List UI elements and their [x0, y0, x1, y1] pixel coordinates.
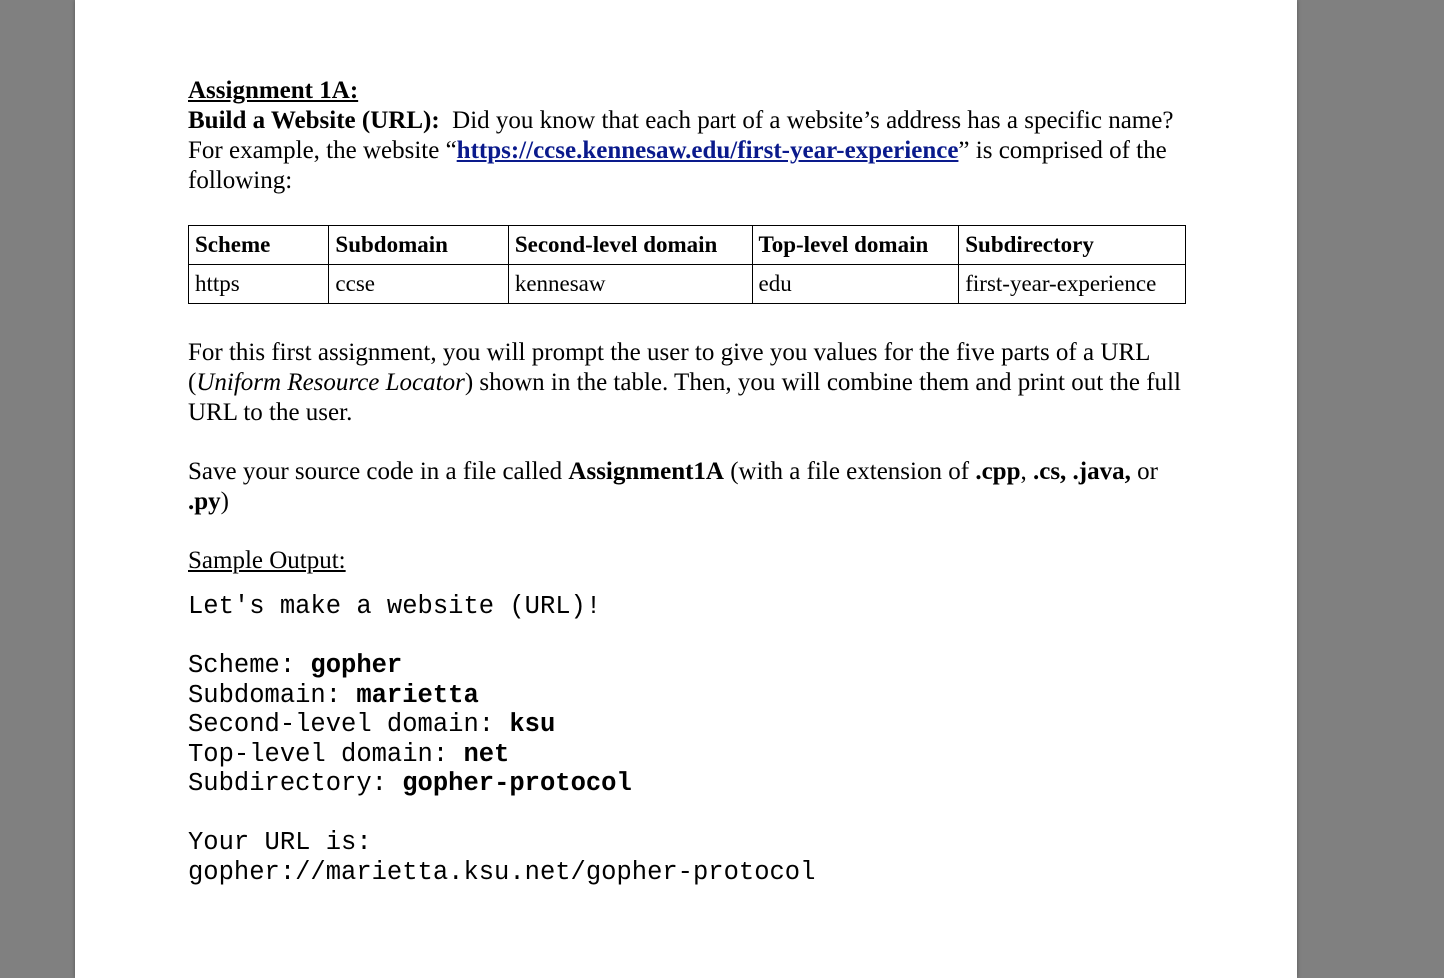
save-paragraph — [188, 457, 1188, 517]
save-ext-cpp: .cpp — [975, 458, 1021, 485]
table-header-cell: Top-level domain — [752, 226, 959, 265]
console-blank-line — [188, 622, 1188, 652]
console-line — [188, 651, 1188, 681]
console-input-value: ksu — [509, 710, 556, 739]
assignment-paragraph — [188, 338, 1188, 428]
document-page — [75, 0, 1297, 978]
console-line — [188, 740, 1188, 770]
console-prompt-label: Top-level domain: — [188, 739, 464, 769]
console-line — [188, 681, 1188, 711]
intro-text: Did you know that each part of a website’s address has a specific name? For example, the website “ — [188, 107, 1174, 164]
sample-output-console — [188, 592, 1188, 887]
console-prompt-label: Subdirectory: — [188, 769, 403, 798]
console-prompt-label: Second-level domain: — [188, 710, 510, 739]
save-ext-cs-java: .cs, .java, — [1032, 458, 1131, 485]
console-greeting: Let's make a website (URL)! — [188, 592, 602, 621]
table-header-cell: Scheme — [189, 226, 329, 265]
table-row — [189, 265, 1186, 304]
table-header-row — [189, 226, 1186, 265]
assignment-heading: Assignment 1A: — [188, 77, 359, 104]
console-line — [188, 769, 1188, 799]
console-blank-line — [188, 799, 1188, 829]
url-parts-table — [188, 225, 1186, 304]
save-text-4: ) — [220, 488, 229, 515]
console-input-value: gopher-protocol — [402, 769, 632, 798]
console-input-value: net — [463, 739, 510, 769]
assignment-italic: Uniform Resource Locator — [196, 369, 465, 396]
save-comma: , — [1020, 458, 1033, 485]
console-input-value: marietta — [356, 680, 479, 710]
table-cell: first-year-experience — [959, 265, 1186, 304]
table-cell: ccse — [329, 265, 508, 304]
console-prompt-label: Scheme: — [188, 651, 311, 680]
save-text-2: (with a file extension of — [723, 458, 976, 485]
table-cell: kennesaw — [508, 265, 752, 304]
page-content — [188, 76, 1188, 887]
save-filename: Assignment1A — [568, 458, 724, 485]
example-url-link[interactable]: https://ccse.kennesaw.edu/first-year-experience — [456, 137, 959, 164]
console-prompt-label: Subdomain: — [188, 680, 357, 710]
table-header-cell: Subdirectory — [959, 226, 1186, 265]
table-cell: https — [189, 265, 329, 304]
assignment-text-end: ) shown in the table. Then, you will combine them and print out the full URL to the user. — [188, 369, 1181, 426]
save-text: Save your source code in a file called — [188, 458, 569, 485]
console-result-label: Your URL is: — [188, 828, 372, 857]
sample-output-label: Sample Output: — [188, 547, 346, 574]
intro-paragraph — [188, 106, 1188, 196]
console-input-value: gopher — [310, 651, 403, 680]
intro-label: Build a Website (URL): — [188, 107, 440, 134]
assignment-text: For this first assignment, you will prompt the user to give you values for the five parts of a URL ( — [188, 339, 1150, 396]
table-cell: edu — [752, 265, 959, 304]
console-line — [188, 710, 1188, 740]
table-header-cell: Subdomain — [329, 226, 508, 265]
console-result-url: gopher://marietta.ksu.net/gopher-protocol — [188, 857, 816, 887]
table-header-cell: Second-level domain — [508, 226, 752, 265]
intro-text-end: ” is comprised of the following: — [188, 137, 1167, 194]
save-text-3: or — [1130, 458, 1158, 485]
save-ext-py: .py — [188, 488, 221, 515]
